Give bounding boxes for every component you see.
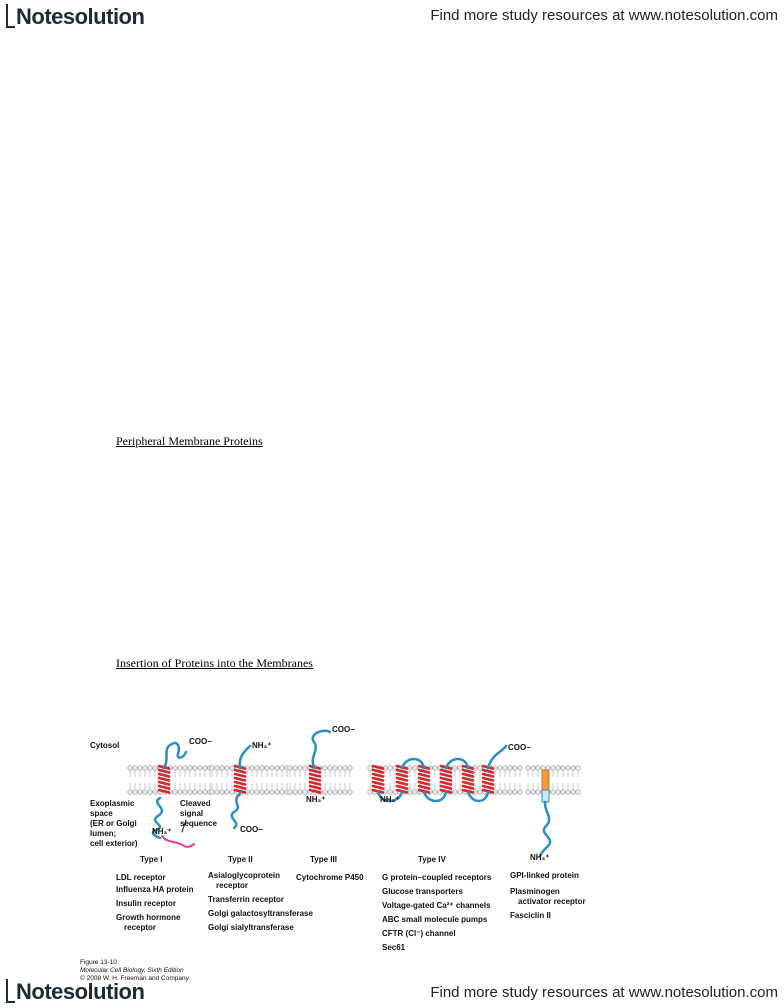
lipid-head: [328, 766, 333, 771]
lipid-head: [348, 766, 353, 771]
lipid-head: [133, 790, 138, 795]
lipid-head: [293, 790, 298, 795]
lipid-head: [513, 790, 518, 795]
lipid-head: [323, 766, 328, 771]
lipid-head: [265, 766, 270, 771]
lipid-head: [133, 766, 138, 771]
lipid-head: [270, 790, 275, 795]
cleaved-2: signal: [180, 809, 204, 818]
lipid-head: [413, 790, 418, 795]
lipid-head: [458, 790, 463, 795]
type1-title: Type I: [140, 855, 163, 864]
alpha-helix-turn: [310, 786, 320, 789]
caption-copyright: © 2008 W. H. Freeman and Company: [80, 975, 189, 982]
lipid-head: [303, 766, 308, 771]
lipid-head: [280, 790, 285, 795]
type2-item: receptor: [216, 881, 249, 890]
lipid-head: [173, 790, 178, 795]
lipid-head: [408, 790, 413, 795]
lipid-head: [128, 790, 133, 795]
lipid-head: [298, 790, 303, 795]
lipid-head: [260, 790, 265, 795]
lipid-head: [260, 766, 265, 771]
lipid-head: [178, 766, 183, 771]
alpha-helix-turn: [483, 778, 493, 781]
gpi-item: Plasminogen: [510, 887, 560, 896]
type4-nh3: NH₃⁺: [380, 795, 400, 804]
lipid-head: [288, 790, 293, 795]
alpha-helix-turn: [235, 778, 245, 781]
label-exo-3: (ER or Golgi: [90, 819, 137, 828]
label-cytosol: Cytosol: [90, 741, 120, 750]
lipid-head: [198, 766, 203, 771]
type3-coo: COO−: [332, 725, 355, 734]
brand-logo: [6, 4, 144, 30]
type1-item: Insulin receptor: [116, 899, 177, 908]
type4-item: CFTR (Cl⁻) channel: [382, 929, 456, 938]
lipid-head: [453, 790, 458, 795]
lipid-head: [230, 766, 235, 771]
lipid-head: [250, 790, 255, 795]
membrane-segment: [210, 766, 290, 795]
alpha-helix-turn: [463, 778, 473, 781]
footer-brand-logo: [6, 979, 144, 1005]
lipid-head: [173, 766, 178, 771]
caption-figure: Figure 13-10: [80, 959, 117, 966]
footer-logo-mark-icon: [6, 979, 15, 1003]
lipid-head: [225, 790, 230, 795]
label-exo-2: space: [90, 809, 113, 818]
type1-nh3: NH₃⁺: [152, 827, 172, 836]
lipid-head: [388, 766, 393, 771]
lipid-head: [531, 790, 536, 795]
lipid-head: [503, 766, 508, 771]
type4-item: Sec61: [382, 943, 406, 952]
lipid-head: [551, 790, 556, 795]
lipid-head: [561, 766, 566, 771]
lipid-head: [408, 766, 413, 771]
lipid-head: [193, 790, 198, 795]
type3-title: Type III: [310, 855, 337, 864]
type1-item: receptor: [124, 923, 157, 932]
caption-book: Molecular Cell Biology, Sixth Edition: [80, 967, 184, 974]
lipid-head: [513, 766, 518, 771]
alpha-helix-turn: [419, 778, 429, 781]
type2-title: Type II: [228, 855, 253, 864]
lipid-head: [338, 790, 343, 795]
promo-text: Find more study resources at www.notesolution.com: [430, 7, 778, 24]
lipid-head: [508, 790, 513, 795]
type1-item: Growth hormone: [116, 913, 181, 922]
type2-item: Golgi galactosyltransferase: [208, 909, 313, 918]
type2-coo: COO−: [240, 825, 263, 834]
label-exo-4: lumen;: [90, 829, 117, 838]
lipid-head: [288, 766, 293, 771]
lipid-head: [478, 766, 483, 771]
lipid-head: [210, 790, 215, 795]
heading-insertion: Insertion of Proteins into the Membranes: [116, 656, 313, 670]
lipid-head: [433, 766, 438, 771]
lipid-head: [183, 790, 188, 795]
type2-item: Transferrin receptor: [208, 895, 285, 904]
type4-item: Voltage-gated Ca²⁺ channels: [382, 901, 491, 910]
lipid-head: [498, 766, 503, 771]
lipid-head: [508, 766, 513, 771]
type4-coo: COO−: [508, 743, 531, 752]
alpha-helix-turn: [373, 778, 383, 781]
type3-protein: [313, 731, 330, 768]
lipid-head: [388, 790, 393, 795]
lipid-head: [343, 766, 348, 771]
lipid-head: [148, 790, 153, 795]
lipid-head: [333, 766, 338, 771]
lipid-head: [220, 790, 225, 795]
alpha-helix-turn: [310, 774, 320, 777]
lipid-head: [551, 766, 556, 771]
lipid-head: [561, 790, 566, 795]
type2-nh3: NH₃⁺: [252, 741, 272, 750]
type4-item: Glucose transporters: [382, 887, 463, 896]
alpha-helix-turn: [441, 778, 451, 781]
brand-name: Notesolution: [16, 4, 145, 29]
lipid-head: [275, 766, 280, 771]
lipid-head: [328, 790, 333, 795]
alpha-helix-turn: [310, 778, 320, 781]
lipid-head: [298, 766, 303, 771]
membrane-protein-figure: [80, 725, 600, 983]
lipid-head: [536, 766, 541, 771]
lipid-head: [215, 766, 220, 771]
lipid-head: [498, 790, 503, 795]
footer-brand-name: Notesolution: [16, 979, 145, 1004]
lipid-head: [503, 790, 508, 795]
lipid-head: [531, 766, 536, 771]
lipid-head: [293, 766, 298, 771]
alpha-helix-turn: [310, 782, 320, 785]
lipid-head: [280, 766, 285, 771]
lipid-head: [183, 766, 188, 771]
lipid-head: [348, 790, 353, 795]
lipid-head: [138, 790, 143, 795]
lipid-head: [128, 766, 133, 771]
membrane-segment: [368, 766, 523, 795]
heading-peripheral: Peripheral Membrane Proteins: [116, 434, 263, 448]
type1-item: Influenza HA protein: [116, 885, 194, 894]
lipid-head: [178, 790, 183, 795]
lipid-head: [478, 790, 483, 795]
alpha-helix-turn: [310, 770, 320, 773]
type2-item: Golgi sialyltransferase: [208, 923, 294, 932]
lipid-head: [193, 766, 198, 771]
lipid-head: [210, 766, 215, 771]
cleaved-3: sequence: [180, 819, 217, 828]
lipid-head: [188, 766, 193, 771]
alpha-helix-turn: [397, 778, 407, 781]
lipid-head: [203, 790, 208, 795]
lipid-head: [153, 790, 158, 795]
lipid-head: [148, 766, 153, 771]
lipid-head: [368, 790, 373, 795]
lipid-head: [188, 790, 193, 795]
lipid-head: [518, 790, 523, 795]
lipid-head: [536, 790, 541, 795]
lipid-head: [250, 766, 255, 771]
lipid-head: [556, 766, 561, 771]
type4-title: Type IV: [418, 855, 446, 864]
lipid-head: [576, 790, 581, 795]
lipid-head: [225, 766, 230, 771]
lipid-head: [413, 766, 418, 771]
lipid-head: [275, 790, 280, 795]
lipid-head: [526, 790, 531, 795]
type4-item: G protein–coupled receptors: [382, 873, 492, 882]
alpha-helix-turn: [397, 782, 407, 785]
type4-item: ABC small molecule pumps: [382, 915, 488, 924]
type1-item: LDL receptor: [116, 873, 166, 882]
lipid-head: [566, 790, 571, 795]
lipid-head: [576, 766, 581, 771]
gpi-protein: [540, 770, 550, 856]
lipid-head: [571, 766, 576, 771]
label-exo-1: Exoplasmic: [90, 799, 135, 808]
lipid-head: [138, 766, 143, 771]
membrane-segment: [526, 766, 581, 795]
gpi-item: Fasciclin II: [510, 911, 551, 920]
lipid-head: [153, 766, 158, 771]
membrane-segment: [128, 766, 213, 795]
lipid-head: [215, 790, 220, 795]
lipid-head: [343, 790, 348, 795]
lipid-head: [556, 790, 561, 795]
membrane-segment: [288, 766, 353, 795]
type3-nh3: NH₃⁺: [306, 795, 326, 804]
membrane-bilayers: [128, 766, 581, 795]
type1-coo: COO−: [189, 737, 212, 746]
gpi-title: GPI-linked protein: [510, 871, 579, 880]
lipid-head: [220, 766, 225, 771]
lipid-head: [143, 790, 148, 795]
type3-item: Cytochrome P450: [296, 873, 364, 882]
lipid-head: [198, 790, 203, 795]
gpi-item: activator receptor: [518, 897, 586, 906]
lipid-head: [255, 766, 260, 771]
gpi-nh3: NH₃⁺: [530, 853, 550, 862]
alpha-helix-turn: [441, 782, 451, 785]
lipid-head: [255, 790, 260, 795]
lipid-head: [338, 766, 343, 771]
lipid-head: [323, 790, 328, 795]
lipid-head: [571, 790, 576, 795]
lipid-head: [270, 766, 275, 771]
alpha-helix-turn: [159, 778, 169, 781]
footer-promo-text: Find more study resources at www.notesolution.com: [430, 984, 778, 1001]
lipid-head: [230, 790, 235, 795]
lipid-head: [566, 766, 571, 771]
lipid-head: [453, 766, 458, 771]
label-exo-5: cell exterior): [90, 839, 138, 848]
lipid-head: [203, 766, 208, 771]
cleaved-1: Cleaved: [180, 799, 211, 808]
lipid-head: [143, 766, 148, 771]
lipid-head: [458, 766, 463, 771]
lipid-head: [333, 790, 338, 795]
lipid-head: [265, 790, 270, 795]
lipid-head: [368, 766, 373, 771]
lipid-head: [303, 790, 308, 795]
logo-mark-icon: [6, 4, 15, 28]
lipid-head: [518, 766, 523, 771]
type2-item: Asialoglycoprotein: [208, 871, 281, 880]
lipid-head: [526, 766, 531, 771]
lipid-head: [433, 790, 438, 795]
